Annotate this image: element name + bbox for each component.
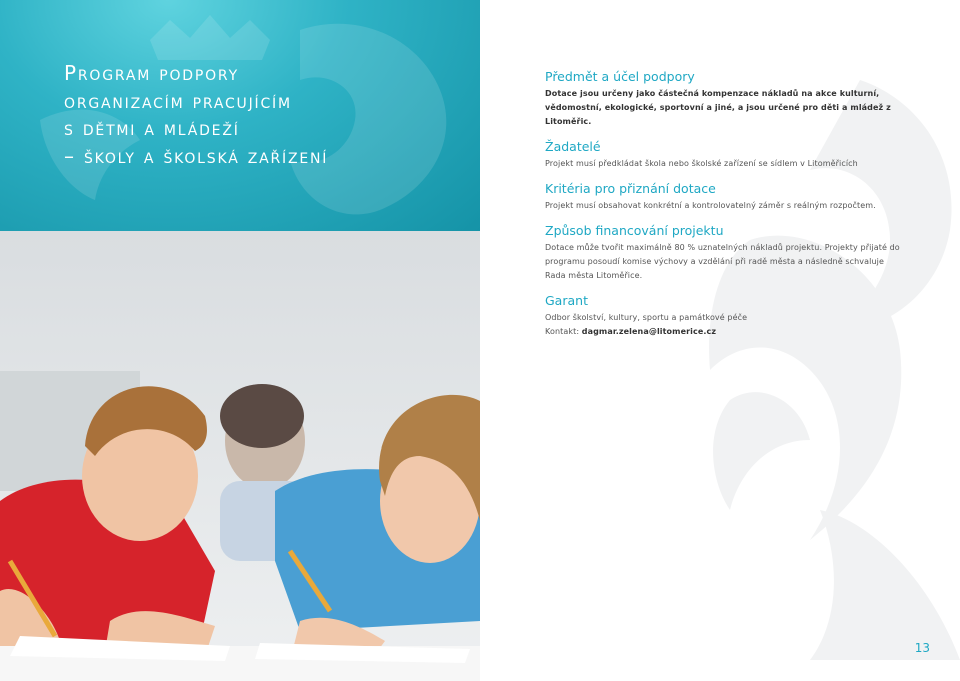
contact-email-link[interactable]: dagmar.zelena@litomerice.cz: [581, 327, 717, 336]
section-purpose: [545, 68, 905, 129]
content-column: [545, 68, 905, 348]
section-criteria: [545, 180, 905, 213]
right-panel: [480, 0, 960, 681]
section-financing: [545, 222, 905, 283]
section-guarantor: [545, 292, 905, 339]
guarantor-department: Odbor školství, kultury, sportu a památkové péče: [545, 313, 748, 322]
applicants-text: Projekt musí předkládat škola nebo školské zařízení se sídlem v Litoměřicích: [545, 159, 858, 168]
title-line-3: s dětmi a mládeží: [64, 116, 240, 140]
title-line-4: – školy a školská zařízení: [64, 143, 329, 168]
criteria-heading: Kritéria pro přiznání dotace: [545, 181, 716, 196]
children-writing-photo: [0, 231, 480, 681]
title-line-2: organizacím pracujícím: [64, 88, 292, 113]
program-title: [64, 60, 328, 170]
title-banner: [0, 0, 480, 231]
section-applicants: [545, 138, 905, 171]
purpose-text: Dotace jsou určeny jako částečná kompenzace nákladů na akce kulturní, vědomostní, ekologické, sportovní a jiné, a jsou určené pro děti a mládež z Litoměřic.: [545, 89, 891, 126]
title-line-1: Program podpory: [64, 61, 239, 85]
page-number: 13: [914, 641, 930, 655]
applicants-heading: Žadatelé: [545, 139, 601, 154]
criteria-text: Projekt musí obsahovat konkrétní a kontrolovatelný záměr s reálným rozpočtem.: [545, 201, 876, 210]
guarantor-heading: Garant: [545, 293, 588, 308]
purpose-heading: Předmět a účel podpory: [545, 69, 695, 84]
financing-text: Dotace může tvořit maximálně 80 % uznatelných nákladů projektu. Projekty přijaté do programu posoudí komise výchovy a vzdělání při radě města a následně schvaluje Rada města Litoměřice.: [545, 243, 900, 280]
financing-heading: Způsob financování projektu: [545, 223, 724, 238]
contact-label: Kontakt:: [545, 327, 582, 336]
guarantor-contact: [545, 325, 905, 339]
